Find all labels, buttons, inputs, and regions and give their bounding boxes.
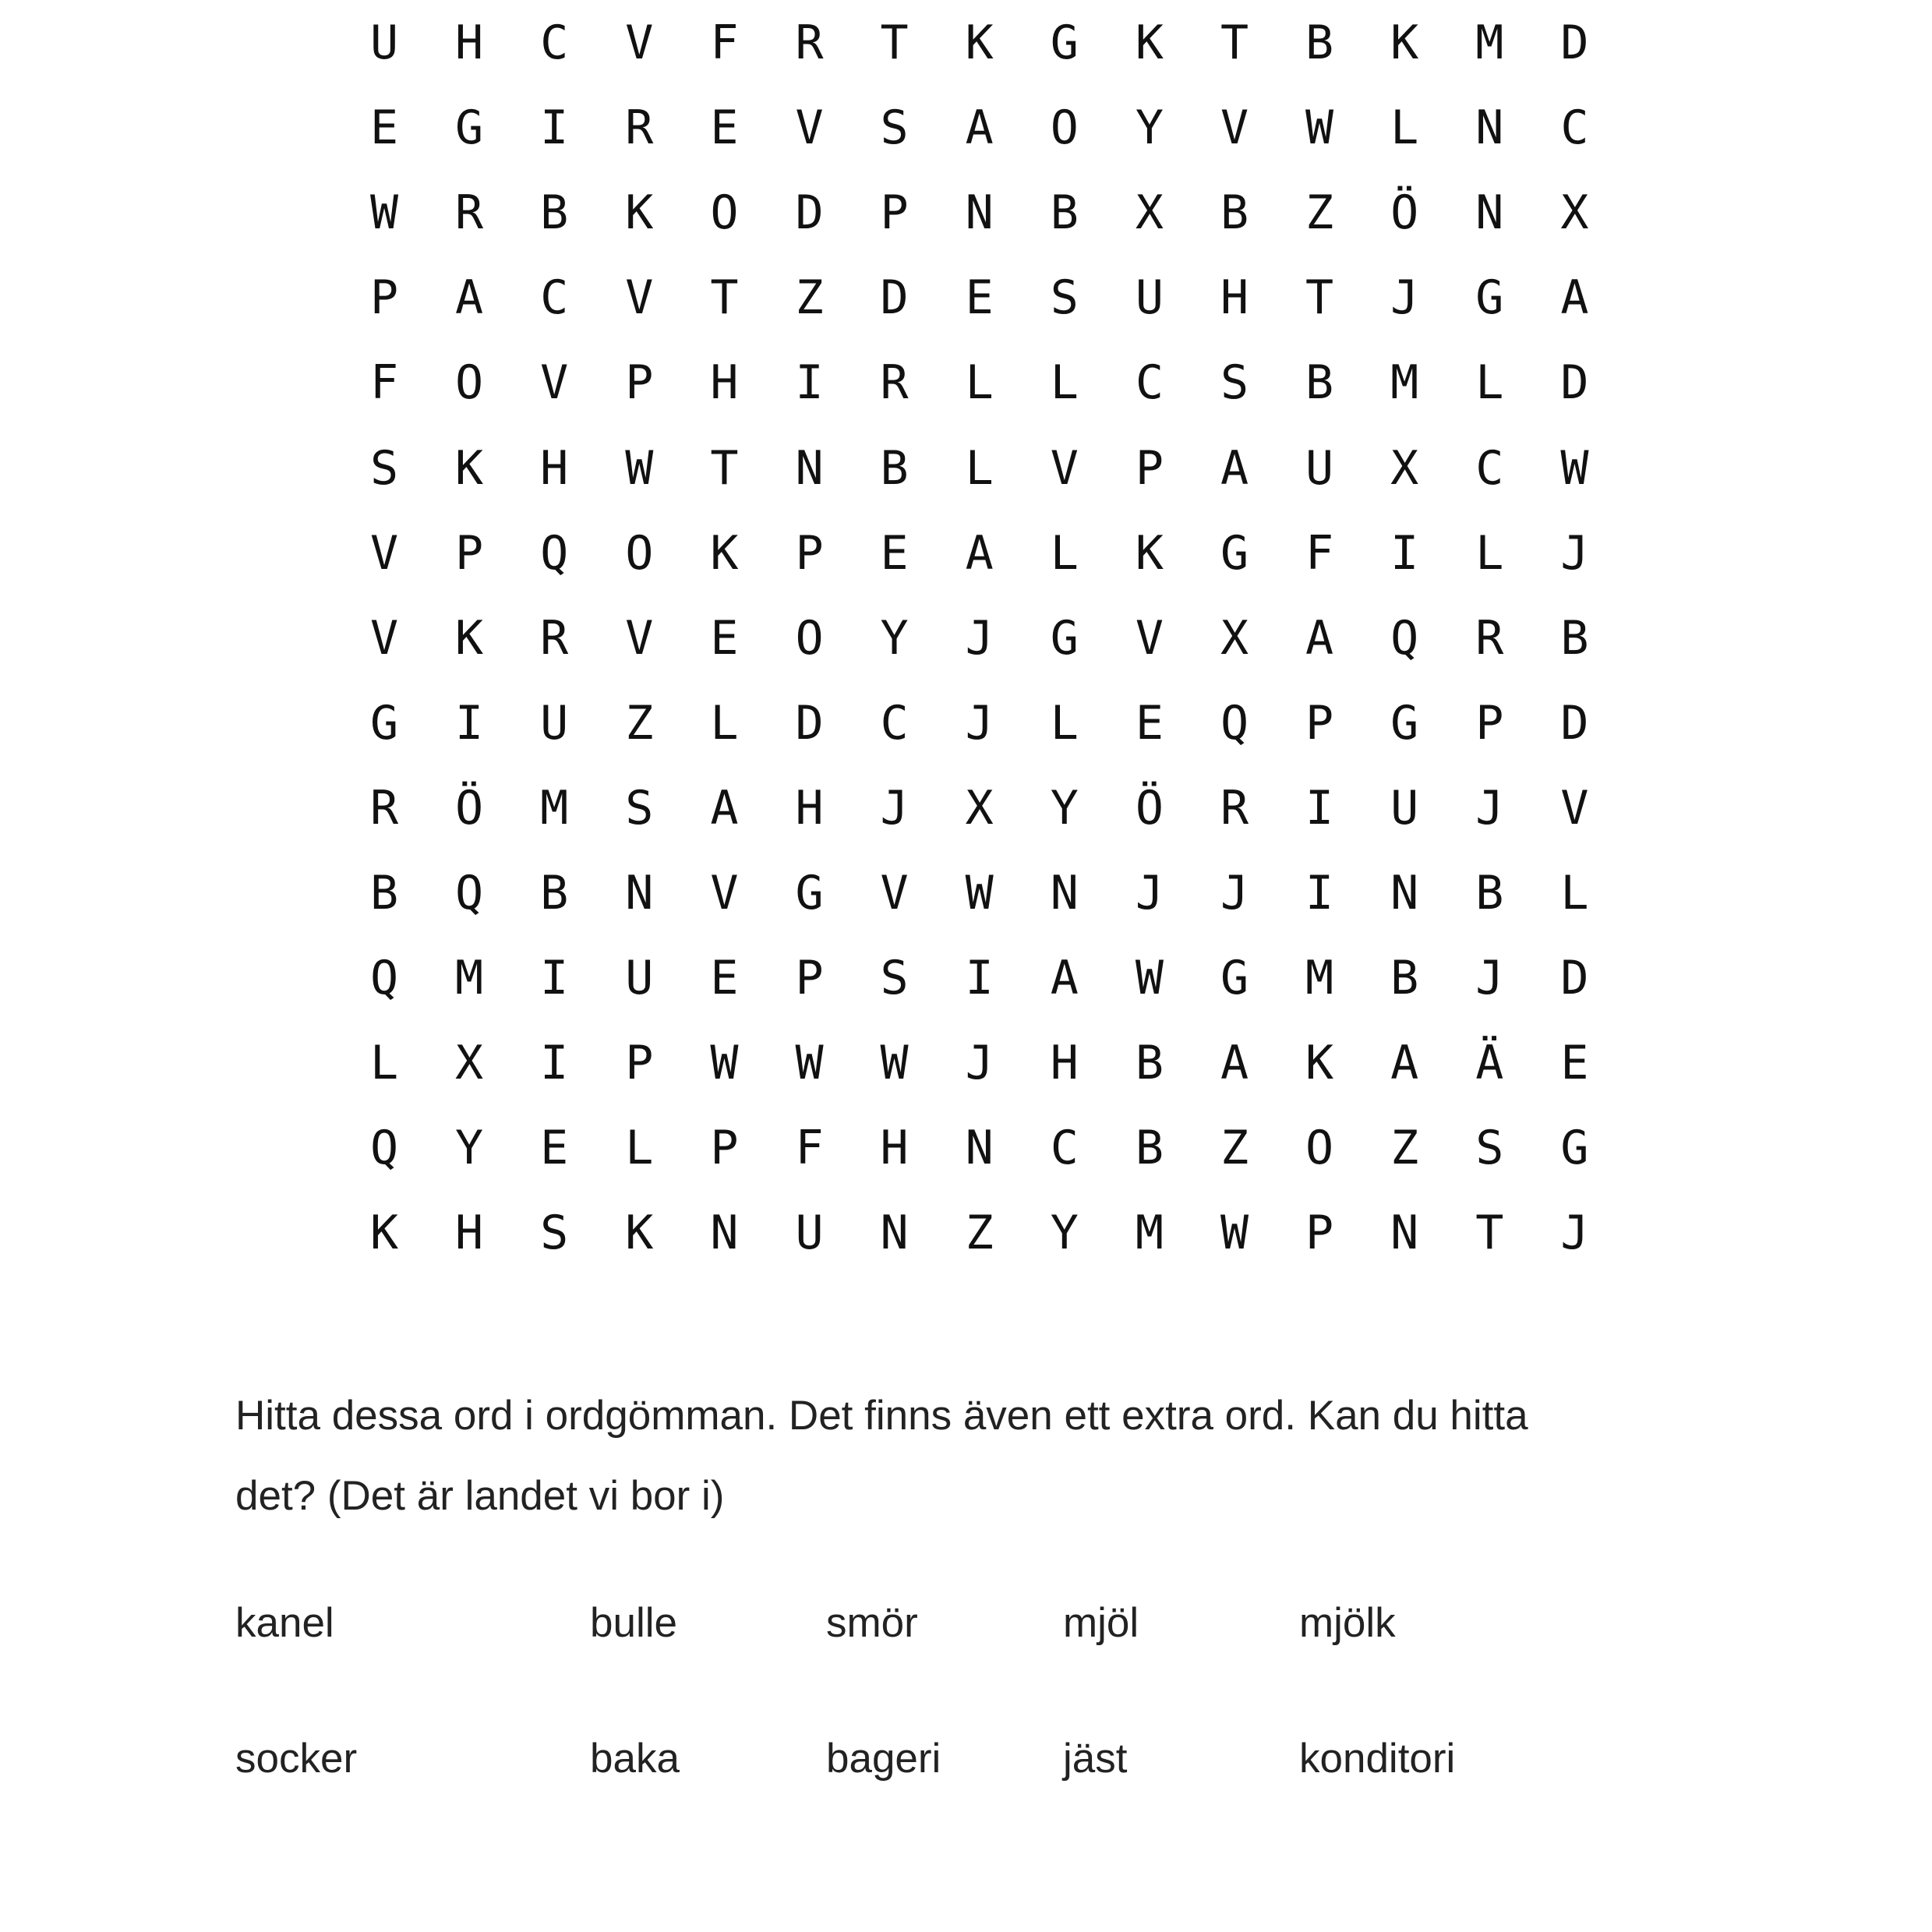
grid-letter: O: [795, 610, 824, 666]
grid-letter: Z: [1305, 185, 1334, 241]
grid-letter: U: [1305, 440, 1334, 496]
grid-letter: N: [1475, 101, 1504, 156]
grid-letter: P: [1475, 695, 1504, 751]
grid-letter: A: [1050, 951, 1079, 1006]
grid-letter: A: [455, 270, 484, 326]
grid-letter: J: [1560, 1206, 1589, 1261]
grid-letter: M: [1305, 951, 1334, 1006]
word-socker: socker: [235, 1736, 358, 1782]
grid-letter: G: [1220, 525, 1249, 581]
grid-letter: Q: [1390, 610, 1419, 666]
grid-letter: V: [710, 866, 739, 920]
grid-letter: A: [710, 780, 739, 835]
grid-letter: I: [540, 101, 569, 156]
grid-letter: N: [1390, 1206, 1419, 1261]
word-baka: baka: [590, 1736, 680, 1782]
grid-letter: L: [1050, 695, 1079, 751]
grid-letter: N: [1475, 185, 1504, 241]
grid-letter: W: [1135, 951, 1164, 1006]
grid-letter: O: [1305, 1121, 1334, 1176]
grid-letter: Z: [1220, 1121, 1249, 1176]
grid-letter: T: [1305, 270, 1334, 326]
grid-letter: V: [625, 610, 654, 666]
grid-letter: Y: [1050, 1206, 1079, 1261]
grid-letter: T: [880, 16, 909, 70]
grid-letter: M: [1475, 16, 1504, 70]
grid-letter: U: [1390, 780, 1419, 835]
grid-letter: I: [795, 355, 824, 411]
grid-letter: W: [369, 185, 399, 241]
grid-letter: A: [1390, 1036, 1419, 1091]
grid-letter: E: [880, 525, 909, 581]
grid-letter: L: [965, 355, 994, 411]
grid-letter: M: [540, 780, 569, 835]
grid-letter: L: [625, 1121, 654, 1176]
grid-letter: K: [1135, 525, 1164, 581]
grid-letter: J: [965, 695, 994, 751]
grid-letter: J: [1220, 866, 1249, 920]
grid-letter: U: [1135, 270, 1164, 326]
grid-letter: S: [1475, 1121, 1504, 1176]
grid-letter: X: [1135, 185, 1164, 241]
grid-letter: P: [710, 1121, 739, 1176]
word-bulle: bulle: [590, 1600, 677, 1646]
grid-letter: B: [1475, 866, 1504, 920]
grid-letter: G: [1050, 610, 1079, 666]
grid-letter: V: [1560, 780, 1589, 835]
grid-letter: B: [880, 440, 909, 496]
grid-letter: X: [455, 1036, 484, 1091]
grid-letter: P: [880, 185, 909, 241]
grid-letter: Y: [455, 1121, 484, 1176]
grid-letter: L: [1050, 525, 1079, 581]
grid-letter: I: [1305, 780, 1334, 835]
grid-letter: P: [1305, 695, 1334, 751]
grid-letter: B: [1305, 355, 1334, 411]
grid-letter: O: [710, 185, 739, 241]
grid-letter: Z: [1390, 1121, 1419, 1176]
grid-letter: N: [1050, 866, 1079, 920]
grid-letter: H: [455, 1206, 484, 1261]
grid-letter: D: [795, 695, 824, 751]
grid-letter: J: [1475, 780, 1504, 835]
grid-letter: J: [1135, 866, 1164, 920]
instructions-line-2: det? (Det är landet vi bor i): [235, 1473, 725, 1519]
grid-letter: K: [1135, 16, 1164, 70]
grid-letter: X: [1390, 440, 1419, 496]
grid-letter: T: [710, 440, 739, 496]
grid-letter: P: [1135, 440, 1164, 496]
grid-letter: B: [1135, 1036, 1164, 1091]
grid-letter: C: [1475, 440, 1504, 496]
grid-letter: M: [455, 951, 484, 1006]
grid-letter: V: [1220, 101, 1249, 156]
grid-letter: B: [1220, 185, 1249, 241]
grid-letter: B: [1560, 610, 1589, 666]
grid-letter: B: [1305, 16, 1334, 70]
word-konditori: konditori: [1299, 1736, 1456, 1782]
grid-letter: C: [540, 16, 569, 70]
grid-letter: V: [880, 866, 909, 920]
grid-letter: W: [1220, 1206, 1249, 1261]
grid-letter: B: [540, 185, 569, 241]
grid-letter: G: [1560, 1121, 1589, 1176]
grid-letter: E: [1135, 695, 1164, 751]
grid-letter: C: [1560, 101, 1589, 156]
grid-letter: E: [1560, 1036, 1589, 1091]
grid-letter: J: [965, 1036, 994, 1091]
grid-letter: E: [710, 101, 739, 156]
grid-letter: I: [540, 951, 569, 1006]
grid-letter: Y: [1050, 780, 1079, 835]
grid-letter: K: [625, 1206, 654, 1261]
grid-letter: A: [1305, 610, 1334, 666]
grid-letter: W: [1560, 440, 1589, 496]
grid-letter: V: [369, 525, 399, 581]
grid-letter: V: [1135, 610, 1164, 666]
grid-letter: D: [1560, 16, 1589, 70]
grid-letter: S: [1220, 355, 1249, 411]
grid-letter: B: [540, 866, 569, 920]
grid-letter: V: [540, 355, 569, 411]
grid-letter: H: [710, 355, 739, 411]
grid-letter: P: [455, 525, 484, 581]
grid-letter: H: [1050, 1036, 1079, 1091]
grid-letter: E: [540, 1121, 569, 1176]
grid-letter: N: [880, 1206, 909, 1261]
grid-letter: V: [1050, 440, 1079, 496]
grid-letter: Q: [369, 951, 399, 1006]
grid-letter: N: [795, 440, 824, 496]
grid-letter: R: [625, 101, 654, 156]
grid-letter: J: [880, 780, 909, 835]
grid-letter: L: [1475, 525, 1504, 581]
grid-letter: F: [1305, 525, 1334, 581]
grid-letter: J: [1475, 951, 1504, 1006]
grid-letter: M: [1135, 1206, 1164, 1261]
grid-letter: P: [1305, 1206, 1334, 1261]
grid-letter: R: [540, 610, 569, 666]
grid-letter: K: [455, 610, 484, 666]
grid-letter: T: [710, 270, 739, 326]
grid-letter: E: [710, 610, 739, 666]
grid-letter: V: [369, 610, 399, 666]
grid-letter: B: [1390, 951, 1419, 1006]
grid-letter: B: [369, 866, 399, 920]
grid-letter: D: [795, 185, 824, 241]
grid-letter: G: [795, 866, 824, 920]
grid-letter: P: [625, 355, 654, 411]
grid-letter: I: [965, 951, 994, 1006]
grid-letter: W: [880, 1036, 909, 1091]
grid-letter: U: [540, 695, 569, 751]
grid-letter: K: [455, 440, 484, 496]
grid-letter: M: [1390, 355, 1419, 411]
grid-letter: V: [625, 270, 654, 326]
grid-letter: S: [625, 780, 654, 835]
grid-letter: Y: [1135, 101, 1164, 156]
grid-letter: Ö: [1135, 780, 1164, 835]
grid-letter: J: [1390, 270, 1419, 326]
grid-letter: R: [795, 16, 824, 70]
grid-letter: R: [455, 185, 484, 241]
grid-letter: A: [1220, 440, 1249, 496]
grid-letter: P: [795, 525, 824, 581]
word-jast: jäst: [1063, 1736, 1128, 1782]
grid-letter: P: [795, 951, 824, 1006]
grid-letter: G: [369, 695, 399, 751]
instructions-line-1: Hitta dessa ord i ordgömman. Det finns även ett extra ord. Kan du hitta: [235, 1393, 1528, 1439]
grid-letter: I: [455, 695, 484, 751]
grid-letter: G: [1050, 16, 1079, 70]
word-kanel: kanel: [235, 1600, 334, 1646]
grid-letter: T: [1475, 1206, 1504, 1261]
grid-letter: K: [965, 16, 994, 70]
grid-letter: N: [965, 185, 994, 241]
grid-letter: L: [1050, 355, 1079, 411]
grid-letter: K: [710, 525, 739, 581]
grid-letter: W: [965, 866, 994, 920]
grid-letter: U: [795, 1206, 824, 1261]
grid-letter: A: [965, 525, 994, 581]
grid-letter: Q: [540, 525, 569, 581]
grid-letter: L: [965, 440, 994, 496]
grid-letter: R: [1475, 610, 1504, 666]
grid-letter: R: [880, 355, 909, 411]
grid-letter: L: [1475, 355, 1504, 411]
grid-letter: H: [455, 16, 484, 70]
grid-letter: S: [880, 101, 909, 156]
grid-letter: Ö: [1390, 185, 1419, 241]
grid-letter: Z: [965, 1206, 994, 1261]
grid-letter: C: [880, 695, 909, 751]
grid-letter: G: [1475, 270, 1504, 326]
grid-letter: X: [965, 780, 994, 835]
grid-letter: Q: [1220, 695, 1249, 751]
grid-letter: E: [369, 101, 399, 156]
grid-letter: Y: [880, 610, 909, 666]
grid-letter: A: [1560, 270, 1589, 326]
grid-letter: R: [369, 780, 399, 835]
grid-letter: C: [540, 270, 569, 326]
grid-letter: F: [710, 16, 739, 70]
grid-letter: I: [540, 1036, 569, 1091]
grid-letter: O: [1050, 101, 1079, 156]
grid-letter: Q: [369, 1121, 399, 1176]
grid-letter: D: [1560, 951, 1589, 1006]
grid-letter: N: [1390, 866, 1419, 920]
grid-letter: G: [455, 101, 484, 156]
grid-letter: K: [1305, 1036, 1334, 1091]
grid-letter: H: [1220, 270, 1249, 326]
grid-letter: S: [1050, 270, 1079, 326]
grid-letter: H: [880, 1121, 909, 1176]
grid-letter: J: [965, 610, 994, 666]
grid-letter: S: [369, 440, 399, 496]
grid-letter: O: [455, 355, 484, 411]
grid-letter: N: [710, 1206, 739, 1261]
grid-letter: B: [1135, 1121, 1164, 1176]
word-mjol: mjöl: [1063, 1600, 1139, 1646]
grid-letter: C: [1050, 1121, 1079, 1176]
grid-letter: K: [625, 185, 654, 241]
grid-letter: L: [1390, 101, 1419, 156]
grid-letter: H: [795, 780, 824, 835]
grid-letter: O: [625, 525, 654, 581]
grid-letter: N: [965, 1121, 994, 1176]
grid-letter: H: [540, 440, 569, 496]
grid-letter: V: [795, 101, 824, 156]
grid-letter: L: [710, 695, 739, 751]
grid-letter: S: [540, 1206, 569, 1261]
grid-letter: E: [965, 270, 994, 326]
grid-letter: N: [625, 866, 654, 920]
grid-letter: P: [369, 270, 399, 326]
grid-letter: W: [795, 1036, 824, 1091]
grid-letter: Z: [795, 270, 824, 326]
grid-letter: I: [1390, 525, 1419, 581]
grid-letter: W: [625, 440, 654, 496]
grid-letter: E: [710, 951, 739, 1006]
grid-letter: F: [369, 355, 399, 411]
grid-letter: W: [710, 1036, 739, 1091]
grid-letter: F: [795, 1121, 824, 1176]
grid-letter: P: [625, 1036, 654, 1091]
grid-letter: S: [880, 951, 909, 1006]
grid-letter: G: [1220, 951, 1249, 1006]
grid-letter: J: [1560, 525, 1589, 581]
grid-letter: D: [1560, 695, 1589, 751]
grid-letter: D: [1560, 355, 1589, 411]
grid-letter: Z: [625, 695, 654, 751]
grid-letter: X: [1560, 185, 1589, 241]
grid-letter: L: [1560, 866, 1589, 920]
grid-letter: U: [625, 951, 654, 1006]
grid-letter: Ä: [1475, 1036, 1504, 1091]
word-bageri: bageri: [826, 1736, 941, 1782]
grid-letter: T: [1220, 16, 1249, 70]
grid-letter: B: [1050, 185, 1079, 241]
grid-letter: Q: [455, 866, 484, 920]
instructions: [235, 1376, 1716, 1536]
grid-letter: W: [1305, 101, 1334, 156]
grid-letter: V: [625, 16, 654, 70]
grid-letter: Ö: [455, 780, 484, 835]
grid-letter: A: [965, 101, 994, 156]
grid-letter: C: [1135, 355, 1164, 411]
grid-letter: D: [880, 270, 909, 326]
grid-letter: U: [369, 16, 399, 70]
grid-letter: L: [369, 1036, 399, 1091]
grid-letter: K: [1390, 16, 1419, 70]
grid-letter: I: [1305, 866, 1334, 920]
grid-letter: R: [1220, 780, 1249, 835]
grid-letter: A: [1220, 1036, 1249, 1091]
word-mjolk: mjölk: [1299, 1600, 1396, 1646]
grid-letter: G: [1390, 695, 1419, 751]
word-smor: smör: [826, 1600, 918, 1646]
grid-letter: K: [369, 1206, 399, 1261]
grid-letter: X: [1220, 610, 1249, 666]
